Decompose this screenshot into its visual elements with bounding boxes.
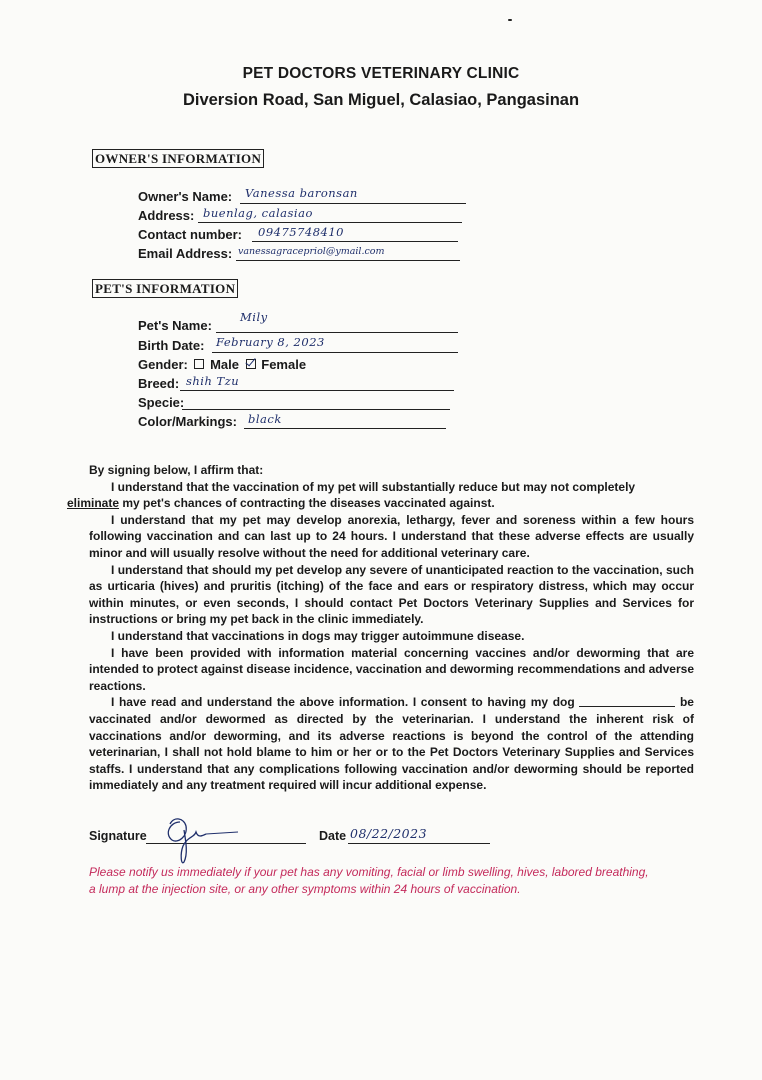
color-markings-line	[244, 428, 446, 429]
date-label: Date	[319, 829, 347, 843]
terms-p6-text-b: be vaccinated and/or dewormed as directed by the veterinarian. I understand the inherent risk of vaccinations and/or deworming, and its adverse reactions is beyond the control of the attending veterinarian, I shall not hold blame to him or her or to the Pet Doctors Veterinary Supplies and Services staffs. I understand that any complications following vaccination and/or deworming should be reported immediately and any treatment required will incur additional expense.	[89, 695, 694, 793]
birth-date-value[interactable]: February 8, 2023	[216, 335, 325, 349]
gender-female-label: Female	[261, 357, 307, 372]
dog-name-blank[interactable]	[579, 696, 675, 707]
signature-label: Signature	[89, 829, 147, 843]
terms-paragraph-2: I understand that my pet may develop anorexia, lethargy, fever and soreness within a few hours following vaccination and can last up to 24 hours. I understand that these adverse effects are usually minor and will usually resolve without the need for additional veterinary care.	[89, 512, 694, 560]
pet-section-title: PET'S INFORMATION	[92, 279, 238, 298]
terms-p1-text-c: my pet's chances of contracting the diseases vaccinated against.	[122, 496, 495, 511]
terms-p1-text-a: I understand that the vaccination of my pet will substantially reduce but may not completely	[111, 479, 636, 494]
email-address-value[interactable]: vanessagracepriol@ymail.com	[238, 246, 385, 257]
owner-section-title: OWNER'S INFORMATION	[92, 149, 264, 168]
clinic-address: Diversion Road, San Miguel, Calasiao, Pangasinan	[182, 91, 580, 109]
breed-line	[180, 390, 454, 391]
date-value[interactable]: 08/22/2023	[350, 826, 428, 841]
scan-speck	[508, 19, 512, 21]
terms-paragraph-3: I understand that should my pet develop any severe of unanticipated reaction to the vaccination, such as urticaria (hives) and pruritis (itching) of the face and ears or respiratory distress, which may occur within minutes, or even seconds, I should contact Pet Doctors Veterinary Supplies and Services for instructions or bring my pet back in the clinic immediately.	[89, 562, 694, 627]
birth-date-line	[212, 352, 458, 353]
color-markings-label: Color/Markings:	[138, 414, 237, 429]
gender-male-checkbox[interactable]	[194, 359, 204, 369]
handwritten-signature[interactable]	[150, 810, 245, 866]
terms-paragraph-6	[89, 694, 694, 794]
clinic-name: PET DOCTORS VETERINARY CLINIC	[242, 65, 520, 82]
pet-name-value[interactable]: Mily	[240, 310, 268, 324]
terms-intro: By signing below, I affirm that:	[89, 463, 264, 477]
terms-p6-text-a: I have read and understand the above information. I consent to having my dog	[111, 695, 575, 710]
contact-number-label: Contact number:	[138, 227, 242, 242]
email-address-line	[236, 260, 460, 261]
specie-label: Specie:	[138, 395, 185, 410]
owner-address-label: Address:	[138, 208, 195, 223]
pet-name-label: Pet's Name:	[138, 318, 212, 333]
terms-paragraph-5: I have been provided with information material concerning vaccines and/or deworming that are intended to protect against disease incidence, vaccination and deworming recommendations and adverse reactions.	[89, 645, 694, 693]
contact-number-value[interactable]: 09475748410	[258, 225, 344, 239]
terms-paragraph-1	[67, 479, 694, 512]
gender-label: Gender:	[138, 357, 188, 372]
owner-name-label: Owner's Name:	[138, 189, 233, 204]
specie-line[interactable]	[182, 409, 450, 410]
email-address-label: Email Address:	[138, 246, 233, 261]
terms-p1-eliminate: eliminate	[67, 496, 120, 511]
post-vaccination-notice: Please notify us immediately if your pet has any vomiting, facial or limb swelling, hives, labored breathing, a lump at the injection site, or any other symptoms within 24 hours of vaccination.	[89, 865, 649, 896]
gender-male-label: Male	[210, 357, 239, 372]
owner-address-value[interactable]: buenlag, calasiao	[203, 206, 313, 220]
breed-label: Breed:	[138, 376, 180, 391]
gender-row	[138, 357, 306, 372]
owner-address-line	[198, 222, 462, 223]
terms-paragraph-4: I understand that vaccinations in dogs may trigger autoimmune disease.	[111, 628, 525, 643]
date-line	[348, 843, 490, 844]
birth-date-label: Birth Date:	[138, 338, 205, 353]
gender-female-checkbox[interactable]	[246, 359, 256, 369]
contact-number-line	[252, 241, 458, 242]
pet-name-line	[216, 332, 458, 333]
owner-name-line	[240, 203, 466, 204]
breed-value[interactable]: shih Tzu	[186, 374, 240, 388]
color-markings-value[interactable]: black	[248, 412, 282, 426]
consent-terms	[67, 462, 694, 794]
owner-name-value[interactable]: Vanessa baronsan	[245, 186, 358, 200]
